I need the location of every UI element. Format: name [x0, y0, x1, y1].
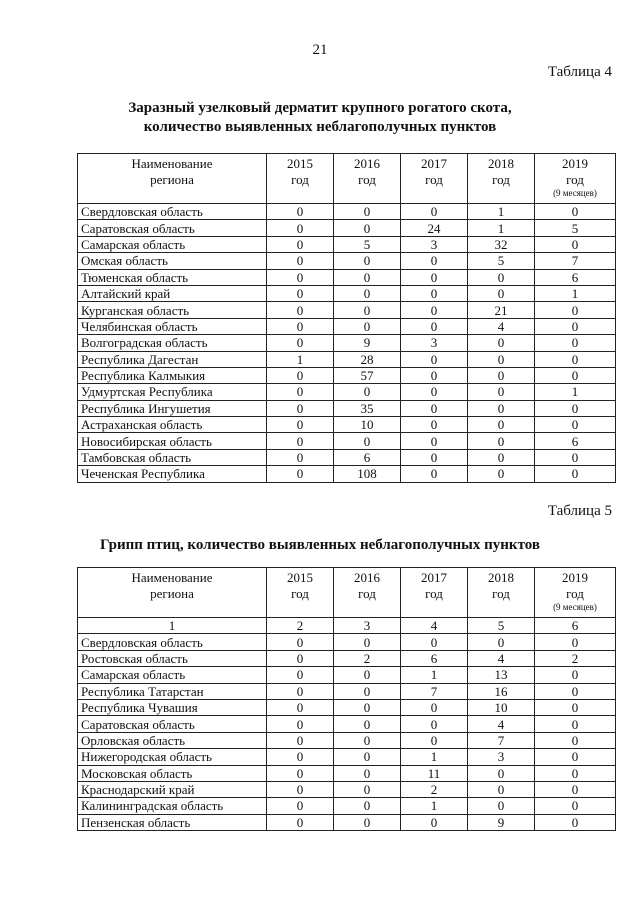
value-cell: 0 [401, 814, 468, 830]
table-row [78, 765, 616, 781]
value-cell: 0 [535, 302, 616, 318]
table-row [78, 417, 616, 433]
value-cell: 0 [267, 449, 334, 465]
value-cell: 0 [468, 351, 535, 367]
table-row [78, 634, 616, 650]
value-cell: 0 [267, 781, 334, 797]
value-cell: 0 [468, 269, 535, 285]
region-name-cell: Республика Татарстан [78, 683, 267, 699]
value-cell: 0 [267, 699, 334, 715]
table-row [78, 716, 616, 732]
value-cell: 0 [401, 384, 468, 400]
value-cell: 2 [401, 781, 468, 797]
value-cell: 10 [468, 699, 535, 715]
numbering-row [78, 618, 616, 634]
table-row [78, 253, 616, 269]
value-cell: 4 [468, 650, 535, 666]
value-cell: 0 [535, 732, 616, 748]
value-cell: 0 [468, 433, 535, 449]
table5-caption: Таблица 5 [547, 503, 612, 519]
value-cell: 21 [468, 302, 535, 318]
table4-caption: Таблица 4 [547, 64, 612, 80]
region-name-cell: Московская область [78, 765, 267, 781]
value-cell: 0 [334, 253, 401, 269]
value-cell: 1 [535, 285, 616, 301]
value-cell: 0 [267, 236, 334, 252]
value-cell: 0 [468, 400, 535, 416]
value-cell: 0 [535, 417, 616, 433]
value-cell: 13 [468, 667, 535, 683]
value-cell: 0 [267, 798, 334, 814]
value-cell: 0 [401, 433, 468, 449]
value-cell: 0 [334, 699, 401, 715]
header-note: (9 месяцев) [553, 188, 597, 198]
region-name-cell: Новосибирская область [78, 433, 267, 449]
value-cell: 5 [468, 253, 535, 269]
region-name-cell: Челябинская область [78, 318, 267, 334]
value-cell: 0 [535, 798, 616, 814]
value-cell: 0 [267, 253, 334, 269]
region-name-cell: Самарская область [78, 236, 267, 252]
value-cell: 0 [267, 466, 334, 482]
value-cell: 108 [334, 466, 401, 482]
value-cell: 0 [401, 716, 468, 732]
value-cell: 0 [267, 667, 334, 683]
table-row [78, 798, 616, 814]
value-cell: 6 [535, 433, 616, 449]
region-name-cell: Калининградская область [78, 798, 267, 814]
value-cell: 0 [267, 285, 334, 301]
value-cell: 0 [267, 417, 334, 433]
table4-title [0, 99, 640, 137]
table-row [78, 351, 616, 367]
value-cell: 7 [535, 253, 616, 269]
value-cell: 0 [334, 204, 401, 220]
value-cell: 32 [468, 236, 535, 252]
value-cell: 10 [334, 417, 401, 433]
value-cell: 1 [535, 384, 616, 400]
value-cell: 0 [401, 367, 468, 383]
region-name-cell: Саратовская область [78, 716, 267, 732]
value-cell: 0 [267, 814, 334, 830]
value-cell: 0 [468, 781, 535, 797]
value-cell: 0 [334, 765, 401, 781]
value-cell: 16 [468, 683, 535, 699]
value-cell: 0 [468, 634, 535, 650]
value-cell: 0 [267, 269, 334, 285]
value-cell: 11 [401, 765, 468, 781]
value-cell: 0 [267, 335, 334, 351]
table-row [78, 318, 616, 334]
numbering-cell: 5 [468, 618, 535, 634]
value-cell: 57 [334, 367, 401, 383]
value-cell: 0 [535, 749, 616, 765]
table-row [78, 650, 616, 666]
value-cell: 7 [468, 732, 535, 748]
value-cell: 0 [535, 634, 616, 650]
value-cell: 0 [267, 204, 334, 220]
table5 [77, 567, 616, 831]
value-cell: 0 [267, 683, 334, 699]
table-row [78, 699, 616, 715]
table4 [77, 153, 616, 483]
value-cell: 1 [468, 220, 535, 236]
value-cell: 2 [334, 650, 401, 666]
value-cell: 0 [267, 433, 334, 449]
value-cell: 0 [401, 634, 468, 650]
value-cell: 0 [334, 384, 401, 400]
value-cell: 0 [401, 253, 468, 269]
numbering-cell: 2 [267, 618, 334, 634]
region-name-cell: Алтайский край [78, 285, 267, 301]
value-cell: 1 [401, 749, 468, 765]
value-cell: 0 [401, 699, 468, 715]
region-name-cell: Свердловская область [78, 204, 267, 220]
header-year: 2018 год [468, 568, 535, 618]
value-cell: 6 [401, 650, 468, 666]
value-cell: 0 [334, 716, 401, 732]
value-cell: 0 [535, 400, 616, 416]
table-row [78, 667, 616, 683]
value-cell: 1 [401, 798, 468, 814]
table-row [78, 433, 616, 449]
value-cell: 0 [334, 318, 401, 334]
table-row [78, 302, 616, 318]
region-name-cell: Саратовская область [78, 220, 267, 236]
value-cell: 0 [334, 732, 401, 748]
table4-title-line2: количество выявленных неблагополучных пунктов [143, 119, 497, 135]
value-cell: 0 [535, 716, 616, 732]
value-cell: 0 [267, 765, 334, 781]
value-cell: 28 [334, 351, 401, 367]
header-year: 2019 год (9 месяцев) [535, 154, 616, 204]
value-cell: 0 [401, 466, 468, 482]
value-cell: 0 [334, 683, 401, 699]
value-cell: 0 [401, 285, 468, 301]
region-name-cell: Курганская область [78, 302, 267, 318]
value-cell: 0 [535, 765, 616, 781]
region-name-cell: Ростовская область [78, 650, 267, 666]
region-name-cell: Краснодарский край [78, 781, 267, 797]
region-name-cell: Тамбовская область [78, 449, 267, 465]
value-cell: 0 [401, 318, 468, 334]
header-year: 2017 год [401, 154, 468, 204]
table-row [78, 466, 616, 482]
header-note: (9 месяцев) [553, 602, 597, 612]
value-cell: 3 [401, 236, 468, 252]
table-row [78, 781, 616, 797]
value-cell: 0 [267, 302, 334, 318]
value-cell: 0 [535, 318, 616, 334]
value-cell: 0 [468, 285, 535, 301]
value-cell: 0 [535, 449, 616, 465]
value-cell: 0 [535, 683, 616, 699]
value-cell: 0 [401, 302, 468, 318]
value-cell: 0 [401, 269, 468, 285]
region-name-cell: Чеченская Республика [78, 466, 267, 482]
value-cell: 0 [535, 781, 616, 797]
value-cell: 0 [334, 220, 401, 236]
value-cell: 0 [535, 699, 616, 715]
value-cell: 0 [267, 634, 334, 650]
region-name-cell: Республика Чувашия [78, 699, 267, 715]
page-number: 21 [312, 42, 328, 58]
value-cell: 35 [334, 400, 401, 416]
region-name-cell: Самарская область [78, 667, 267, 683]
region-name-cell: Астраханская область [78, 417, 267, 433]
table-row [78, 400, 616, 416]
value-cell: 0 [401, 351, 468, 367]
value-cell: 0 [468, 466, 535, 482]
table-row [78, 220, 616, 236]
value-cell: 0 [468, 765, 535, 781]
numbering-cell: 4 [401, 618, 468, 634]
table-row [78, 285, 616, 301]
value-cell: 5 [535, 220, 616, 236]
table-row [78, 335, 616, 351]
value-cell: 0 [334, 667, 401, 683]
value-cell: 0 [267, 384, 334, 400]
header-year: 2016 год [334, 154, 401, 204]
value-cell: 1 [267, 351, 334, 367]
table-row [78, 683, 616, 699]
value-cell: 0 [334, 781, 401, 797]
table-row [78, 814, 616, 830]
table-row [78, 367, 616, 383]
value-cell: 9 [468, 814, 535, 830]
region-name-cell: Республика Ингушетия [78, 400, 267, 416]
header-year: 2015 год [267, 568, 334, 618]
value-cell: 0 [535, 667, 616, 683]
value-cell: 0 [401, 449, 468, 465]
header-region: Наименование региона [78, 568, 267, 618]
value-cell: 0 [267, 732, 334, 748]
value-cell: 0 [334, 285, 401, 301]
value-cell: 0 [334, 814, 401, 830]
region-name-cell: Волгоградская область [78, 335, 267, 351]
region-name-cell: Свердловская область [78, 634, 267, 650]
table-row [78, 384, 616, 400]
value-cell: 0 [535, 236, 616, 252]
value-cell: 0 [401, 417, 468, 433]
value-cell: 0 [468, 798, 535, 814]
value-cell: 0 [267, 749, 334, 765]
value-cell: 0 [535, 204, 616, 220]
region-name-cell: Республика Калмыкия [78, 367, 267, 383]
value-cell: 0 [267, 220, 334, 236]
value-cell: 9 [334, 335, 401, 351]
table-row [78, 449, 616, 465]
numbering-cell: 1 [78, 618, 267, 634]
region-name-cell: Республика Дагестан [78, 351, 267, 367]
header-year: 2016 год [334, 568, 401, 618]
numbering-cell: 6 [535, 618, 616, 634]
value-cell: 0 [267, 318, 334, 334]
value-cell: 0 [468, 367, 535, 383]
header-year: 2019 год (9 месяцев) [535, 568, 616, 618]
numbering-cell: 3 [334, 618, 401, 634]
value-cell: 2 [535, 650, 616, 666]
value-cell: 0 [334, 269, 401, 285]
value-cell: 0 [468, 417, 535, 433]
region-name-cell: Удмуртская Республика [78, 384, 267, 400]
value-cell: 6 [535, 269, 616, 285]
value-cell: 4 [468, 318, 535, 334]
value-cell: 4 [468, 716, 535, 732]
value-cell: 0 [535, 335, 616, 351]
value-cell: 0 [334, 433, 401, 449]
region-name-cell: Орловская область [78, 732, 267, 748]
value-cell: 0 [535, 351, 616, 367]
header-year: 2018 год [468, 154, 535, 204]
value-cell: 0 [267, 400, 334, 416]
value-cell: 1 [401, 667, 468, 683]
table-row [78, 749, 616, 765]
header-year: 2015 год [267, 154, 334, 204]
region-name-cell: Пензенская область [78, 814, 267, 830]
table-row [78, 732, 616, 748]
value-cell: 0 [401, 204, 468, 220]
value-cell: 0 [401, 732, 468, 748]
table-row [78, 204, 616, 220]
value-cell: 0 [468, 449, 535, 465]
value-cell: 0 [401, 400, 468, 416]
value-cell: 0 [334, 749, 401, 765]
value-cell: 5 [334, 236, 401, 252]
header-year: 2017 год [401, 568, 468, 618]
value-cell: 0 [535, 814, 616, 830]
value-cell: 3 [468, 749, 535, 765]
value-cell: 0 [334, 798, 401, 814]
value-cell: 7 [401, 683, 468, 699]
value-cell: 0 [267, 716, 334, 732]
value-cell: 0 [535, 466, 616, 482]
value-cell: 0 [334, 634, 401, 650]
value-cell: 0 [468, 384, 535, 400]
region-name-cell: Нижегородская область [78, 749, 267, 765]
value-cell: 0 [267, 367, 334, 383]
table-row [78, 269, 616, 285]
value-cell: 24 [401, 220, 468, 236]
region-name-cell: Тюменская область [78, 269, 267, 285]
value-cell: 0 [468, 335, 535, 351]
value-cell: 0 [334, 302, 401, 318]
header-region: Наименование региона [78, 154, 267, 204]
table-row [78, 236, 616, 252]
value-cell: 1 [468, 204, 535, 220]
table4-title-line1: Заразный узелковый дерматит крупного рогатого скота, [128, 100, 512, 116]
value-cell: 0 [535, 367, 616, 383]
value-cell: 6 [334, 449, 401, 465]
value-cell: 3 [401, 335, 468, 351]
region-name-cell: Омская область [78, 253, 267, 269]
table5-title: Грипп птиц, количество выявленных неблагополучных пунктов [100, 537, 540, 553]
value-cell: 0 [267, 650, 334, 666]
